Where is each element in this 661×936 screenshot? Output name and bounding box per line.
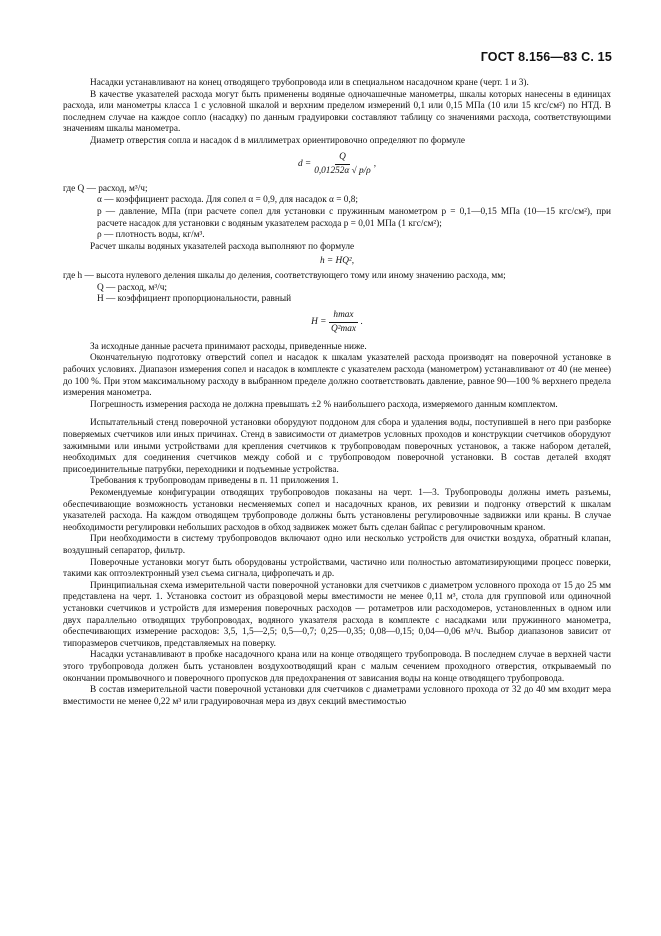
paragraph: За исходные данные расчета принимают расходы, приведенные ниже. [90, 341, 367, 352]
formula-lhs: H = [311, 316, 327, 327]
paragraph: Требования к трубопроводам приведены в п. 11 приложения 1. [90, 476, 339, 487]
legend-item: где h — высота нулевого деления шкалы до деления, соответствующего тому или иному значению расхода, мм; [63, 270, 506, 281]
legend-formula-1 [63, 184, 611, 242]
paragraph: Погрешность измерения расхода не должна превышать ±2 % наибольшего расхода, измеряемого данным комплектом. [90, 399, 558, 410]
legend-item: ρ — плотность воды, кг/м³. [97, 230, 205, 241]
paragraph: Насадки устанавливают на конец отводящего трубопровода или в специальном насадочном кране (черт. 1 и 3). [90, 78, 529, 88]
formula-denominator: 0,01252α √ p/ρ [314, 166, 371, 177]
formula-numerator: hmax [329, 310, 357, 324]
legend-formula-2 [63, 271, 611, 306]
paragraph: Насадки устанавливают в пробке насадочного крана или на конце отводящего трубопровода. В последнем случае в верхней части этого трубопровода должен быть установлен воздухоотводящий кран с малым сечением проходного отверстия, открываемый по окончании промывочного и поверочного пропусков для предохранения от зависания воды на конце отводящего трубопровода. [63, 650, 611, 684]
formula-numerator: Q [335, 152, 350, 166]
paragraph: В состав измерительной части поверочной установки для счетчиков с диаметрами условного прохода от 32 до 40 мм входит мера вместимости не менее 0,22 м³ или градуировочная мера из двух секций вместимостью [63, 685, 611, 707]
document-body [63, 78, 611, 708]
legend-item: H — коэффициент пропорциональности, равный [97, 294, 292, 305]
paragraph: Рекомендуемые конфигурации отводящих трубопроводов показаны на черт. 1—3. Трубопроводы должны иметь разъемы, обеспечивающие возможность установки несменяемых сопел и насадочных кранов, их ревизии и подгонку отверстий к шкалам указателей расхода. На каждом отводящем трубопроводе должны быть установлены регулировочные задвижки или краны. В случае необходимости регулировки небольших расходов в обход задвижек может быть сделан байпас с регулировочным краном. [63, 488, 611, 533]
paragraph: Окончательную подготовку отверстий сопел и насадок к шкалам указателей расхода производят на поверочной установке в рабочих условиях. Диапазон измерения сопел и насадок в комплекте с указателем расхода (манометром) устанавливают от 40 (не менее) до 100 %. При этом максимальному расходу в выбранном пределе должно соответствовать давление, равное 90—100 % верхнего предела измерения манометра. [63, 353, 611, 399]
formula-lhs: d = [297, 158, 312, 169]
paragraph: В качестве указателей расхода могут быть применены водяные одночашечные манометры, шкалы которых нанесены в единицах расхода, или манометры класса 1 с условной шкалой и верхним пределом измерений 0,1 или 0,15 МПа (10 или 15 кгс/см²) по НТД. В последнем случае на каждое сопло (насадку) по данным градуировки составляют таблицу со значениями расхода, соответствующими значениям шкалы манометра. [63, 89, 611, 135]
formula-fraction [314, 152, 371, 178]
formula-tail: . [360, 316, 363, 327]
paragraph: Диаметр отверстия сопла и насадок d в миллиметрах ориентировочно определяют по формуле [90, 135, 465, 146]
paragraph: Расчет шкалы водяных указателей расхода выполняют по формуле [90, 241, 355, 252]
legend-item: где Q — расход, м³/ч; [63, 183, 148, 194]
formula-denominator: Q²max [330, 324, 356, 335]
legend-item: Q — расход, м³/ч; [97, 282, 168, 293]
formula-fraction [329, 310, 357, 336]
paragraph: Испытательный стенд поверочной установки оборудуют поддоном для сбора и удаления воды, поступившей в него при разборке поверяемых счетчиков или иных причинах. Стенд в зависимости от диаметров условных проходов и конструкции счетчиков оборудуют зажимными или иными устройствами для крепления счетчиков к трубопроводам поверочных установок, а также набором деталей, необходимых для соединения счетчиков между собой и с трубопроводом поверочной установки. В состав деталей входят присоединительные патрубки, переходники и подъемные устройства. [63, 418, 611, 475]
paragraph: Поверочные установки могут быть оборудованы устройствами, частично или полностью автоматизирующими процесс поверки, такими как оптоэлектронный узел съема сигнала, цифропечать и др. [63, 557, 611, 580]
page-header: ГОСТ 8.156—83 С. 15 [480, 50, 612, 64]
formula-nozzle-diameter [63, 152, 611, 178]
legend-item: α — коэффициент расхода. Для сопел α = 0,9, для насадок α = 0,8; [97, 195, 359, 206]
paragraph: При необходимости в систему трубопроводов включают одно или несколько устройств для очистки воздуха, обратный клапан, воздушный сепаратор, фильтр. [63, 534, 611, 556]
legend-item: p — давление, МПа (при расчете сопел для установки с пружинным манометром p = 0,1—0,15 МПа (10—15 кгс/см²), при расчете насадок для установки с водяным указателем расхода p = 0,01 МПа (1 кгс/см²); [97, 206, 611, 229]
formula-scale: h = HQ², [319, 256, 355, 267]
formula-coefficient [63, 310, 611, 336]
paragraph: Принципиальная схема измерительной части поверочной установки для счетчиков с диаметром условного прохода от 15 до 25 мм представлена на черт. 1. Установка состоит из образцовой меры вместимости не менее 0,11 м³, стола для групповой или одиночной установки счетчиков и устройств для измерения поверочных расходов — ротаметров или расходомеров, установленных в одном или двух параллельно отводящих трубопроводах, водяного указателя расхода в комплекте с насадками или пружинного манометра, обеспечивающих измерение расходов: 3,5, 1,5—2,5; 0,5—0,7; 0,25—0,35; 0,08—0,15; 0,04—0,06 м³/ч. Выбор диапазонов зависит от типоразмеров счетчиков, представляемых на поверку. [63, 580, 611, 649]
formula-tail: , [373, 158, 377, 169]
